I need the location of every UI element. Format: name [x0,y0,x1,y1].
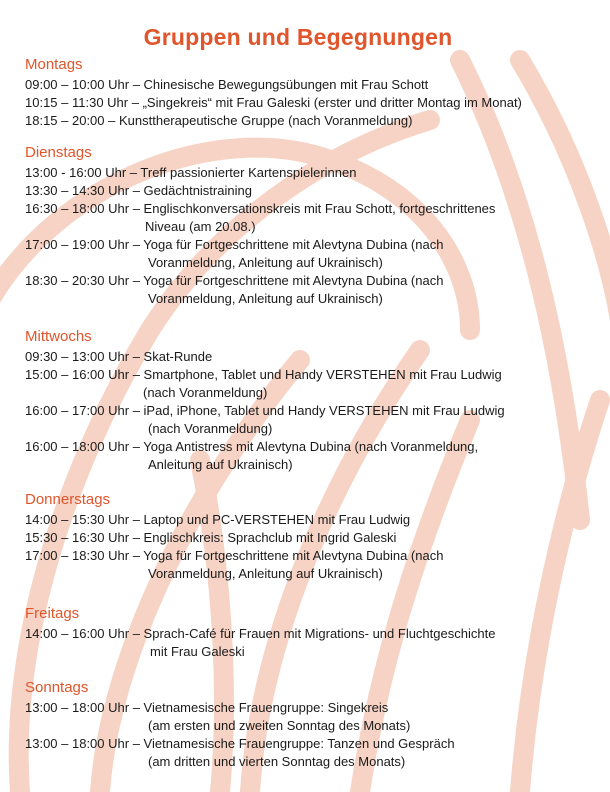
entry-time: 13:30 – 14:30 Uhr [25,183,130,198]
entry-continuation: (am ersten und zweiten Sonntag des Monats) [148,718,411,733]
entry-time: 13:00 – 18:00 Uhr [25,736,130,751]
entry-time: 15:30 – 16:30 Uhr [25,530,130,545]
entry-time: 09:30 – 13:00 Uhr [25,349,130,364]
entry-time: 17:00 – 19:00 Uhr [25,237,130,252]
schedule-entry [25,625,600,643]
entry-description: „Singekreis“ mit Frau Galeski (erster und dritter Montag im Monat) [142,95,522,110]
entry-time: 15:00 – 16:00 Uhr [25,367,130,382]
entry-description: Smartphone, Tablet und Handy VERSTEHEN mit Frau Ludwig [143,367,502,382]
day-heading: Sonntags [25,679,89,696]
entry-continuation: Voranmeldung, Anleitung auf Ukrainisch) [148,255,383,270]
schedule-entry [25,438,600,456]
day-heading: Mittwochs [25,328,92,345]
entry-description: Vietnamesische Frauengruppe: Tanzen und Gespräch [143,736,455,751]
day-heading: Montags [25,56,83,73]
schedule-entry [25,529,600,547]
entry-separator: – [128,95,143,110]
entry-separator: – [129,77,144,92]
entry-separator: – [129,512,144,527]
entry-description: Treff passionierter Kartenspielerinnen [140,165,357,180]
entry-time: 09:00 – 10:00 Uhr [25,77,130,92]
schedule-entry [25,200,600,218]
entry-separator: – [129,273,144,288]
entry-separator: – [129,349,144,364]
schedule-entry [25,236,600,254]
entry-time: 13:00 - 16:00 Uhr [25,165,127,180]
entry-description: Yoga für Fortgeschrittene mit Alevtyna Dubina (nach [143,548,444,563]
schedule-entry [25,735,600,753]
entry-time: 14:00 – 16:00 Uhr [25,626,130,641]
entry-continuation: Voranmeldung, Anleitung auf Ukrainisch) [148,291,383,306]
entry-description: Yoga für Fortgeschrittene mit Alevtyna Dubina (nach [143,273,444,288]
entry-time: 14:00 – 15:30 Uhr [25,512,130,527]
page-title: Gruppen und Begegnungen [143,24,453,50]
day-heading: Dienstags [25,144,92,161]
entry-description: Skat-Runde [143,349,213,364]
entry-separator: – [129,626,144,641]
entry-description: Yoga für Fortgeschrittene mit Alevtyna Dubina (nach [143,237,444,252]
schedule-entry [25,402,600,420]
day-heading: Donnerstags [25,491,111,508]
entry-separator: – [129,548,144,563]
entry-separator: – [129,201,144,216]
entry-time: 18:15 – 20:00 – [25,113,119,128]
entry-continuation: Anleitung auf Ukrainisch) [148,457,293,472]
entry-separator: – [129,439,144,454]
entry-description: Yoga Antistress mit Alevtyna Dubina (nach Voranmeldung, [143,439,479,454]
entry-time: 17:00 – 18:30 Uhr [25,548,130,563]
entry-time: 13:00 – 18:00 Uhr [25,700,130,715]
entry-time: 16:00 – 18:00 Uhr [25,439,130,454]
schedule-entry [25,699,600,717]
schedule-entry [25,164,600,182]
schedule-entry [25,511,600,529]
schedule-entry [25,272,600,290]
entry-description: Gedächtnistraining [143,183,252,198]
entry-time: 16:00 – 17:00 Uhr [25,403,130,418]
schedule-entry [25,547,600,565]
entry-time: 18:30 – 20:30 Uhr [25,273,130,288]
entry-description: Chinesische Bewegungsübungen mit Frau Schott [143,77,429,92]
entry-description: Sprach-Café für Frauen mit Migrations- und Fluchtgeschichte [143,626,496,641]
entry-continuation: mit Frau Galeski [150,644,245,659]
entry-continuation: (nach Voranmeldung) [143,385,268,400]
entry-separator: – [126,165,141,180]
schedule-entry [25,348,600,366]
schedule-entry [25,76,600,94]
entry-description: Laptop und PC-VERSTEHEN mit Frau Ludwig [143,512,411,527]
entry-separator: – [129,403,144,418]
entry-separator: – [129,530,144,545]
entry-continuation: (am dritten und vierten Sonntag des Monats) [148,754,406,769]
entry-separator: – [129,700,144,715]
entry-continuation: (nach Voranmeldung) [148,421,273,436]
entry-separator: – [129,367,144,382]
entry-description: iPad, iPhone, Tablet und Handy VERSTEHEN mit Frau Ludwig [143,403,505,418]
entry-separator: – [129,736,144,751]
day-heading: Freitags [25,605,80,622]
entry-separator: – [129,237,144,252]
entry-description: Englischkreis: Sprachclub mit Ingrid Galeski [143,530,397,545]
schedule-entry [25,94,600,112]
entry-description: Englischkonversationskreis mit Frau Schott, fortgeschrittenes [143,201,496,216]
entry-continuation: Niveau (am 20.08.) [145,219,256,234]
entry-time: 10:15 – 11:30 Uhr [25,95,129,110]
schedule-entry [25,366,600,384]
entry-description: Vietnamesische Frauengruppe: Singekreis [143,700,389,715]
entry-time: 16:30 – 18:00 Uhr [25,201,130,216]
schedule-entry [25,182,600,200]
entry-continuation: Voranmeldung, Anleitung auf Ukrainisch) [148,566,383,581]
entry-description: Kunsttherapeutische Gruppe (nach Voranmeldung) [118,113,413,128]
entry-separator: – [129,183,144,198]
schedule-entry [25,112,600,130]
